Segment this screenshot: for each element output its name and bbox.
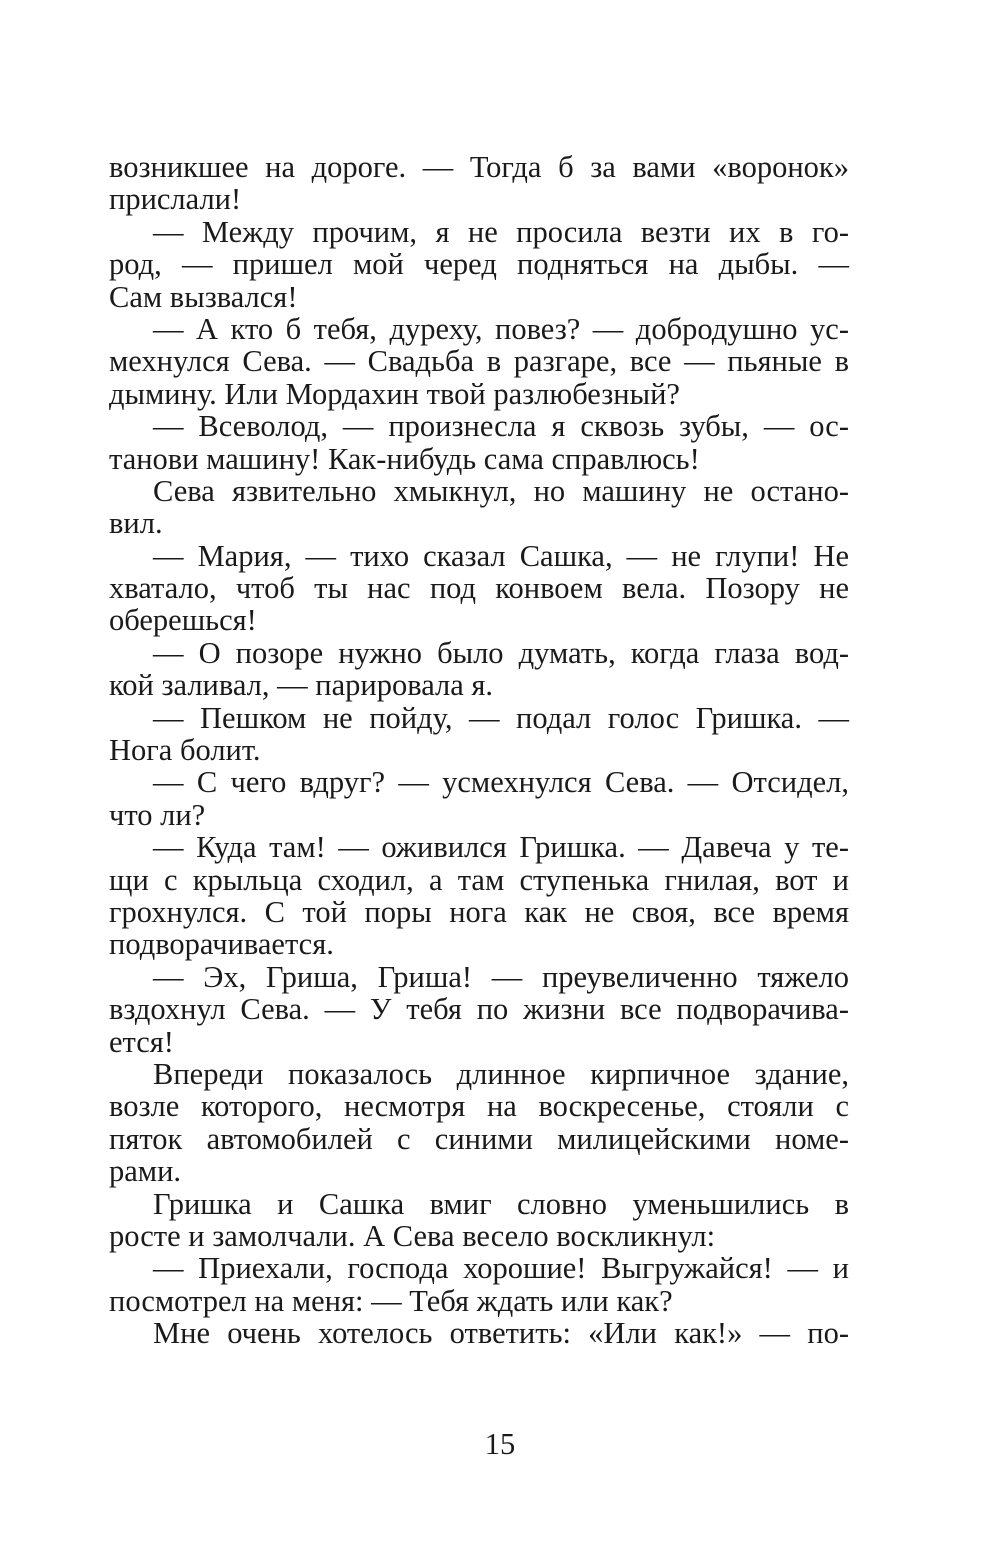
text-line: — Эх, Гриша, Гриша! — преувеличенно тяжело — [153, 959, 849, 994]
text-line: Нога болит. — [109, 733, 261, 768]
text-line: — Между прочим, я не просила везти их в го- — [153, 214, 849, 249]
text-line: Мне очень хотелось ответить: «Или как!» — по- — [153, 1316, 849, 1351]
text-line: что ли? — [109, 797, 206, 832]
text-line: возникшее на дороге. — Тогда б за вами «воронок» — [109, 150, 849, 184]
text-line: подворачивается. — [109, 927, 334, 962]
text-line: вил. — [109, 506, 163, 541]
text-line: грохнулся. С той поры нога как не своя, все время — [109, 894, 849, 929]
page-number: 15 — [484, 1427, 516, 1461]
text-line: — Всеволод, — произнесла я сквозь зубы, — ос- — [153, 409, 849, 444]
text-line: возле которого, несмотря на воскресенье, стояли с — [109, 1089, 849, 1124]
text-line: танови машину! Как-нибудь сама справлюсь! — [109, 441, 700, 476]
text-line: дымину. Или Мордахин твой разлюбезный? — [109, 376, 680, 411]
text-line: хватало, чтоб ты нас под конвоем вела. Позору не — [109, 571, 849, 606]
text-line: ется! — [109, 1024, 174, 1059]
body-text — [109, 151, 849, 1349]
text-line: росте и замолчали. А Сева весело воскликнул: — [109, 1218, 716, 1253]
text-line: оберешься! — [109, 603, 257, 638]
text-line: посмотрел на меня: — Тебя ждать или как? — [109, 1283, 673, 1318]
text-line: вздохнул Сева. — У тебя по жизни все подворачива- — [109, 992, 849, 1027]
text-line: Сева язвительно хмыкнул, но машину не остано- — [153, 473, 849, 508]
text-line: — А кто б тебя, дуреху, повез? — добродушно ус- — [153, 311, 849, 346]
text-line: род, — пришел мой черед подняться на дыбы. — — [109, 247, 849, 282]
text-line: Впереди показалось длинное кирпичное здание, — [153, 1056, 849, 1091]
text-line: Сам вызвался! — [109, 279, 298, 314]
text-line: — С чего вдруг? — усмехнулся Сева. — Отсидел, — [153, 765, 849, 800]
text-line: прислали! — [109, 182, 242, 217]
text-line: рами. — [109, 1154, 182, 1189]
text-line: — Мария, — тихо сказал Сашка, — не глупи! Не — [153, 538, 849, 573]
text-line: — О позоре нужно было думать, когда глаза вод- — [153, 635, 849, 670]
text-line: мехнулся Сева. — Свадьба в разгаре, все — пьяные в — [109, 344, 849, 379]
text-line: — Куда там! — оживился Гришка. — Давеча у те- — [153, 830, 849, 865]
text-line: — Пешком не пойду, — подал голос Гришка. — — [153, 700, 849, 735]
text-line: щи с крыльца сходил, а там ступенька гнилая, вот и — [109, 862, 849, 897]
text-line: — Приехали, господа хорошие! Выгружайся! — и — [153, 1251, 849, 1286]
text-line: пяток автомобилей с синими милицейскими номе- — [109, 1121, 849, 1156]
text-line: Гришка и Сашка вмиг словно уменьшились в — [153, 1186, 849, 1221]
text-line: кой заливал, — парировала я. — [109, 668, 494, 703]
